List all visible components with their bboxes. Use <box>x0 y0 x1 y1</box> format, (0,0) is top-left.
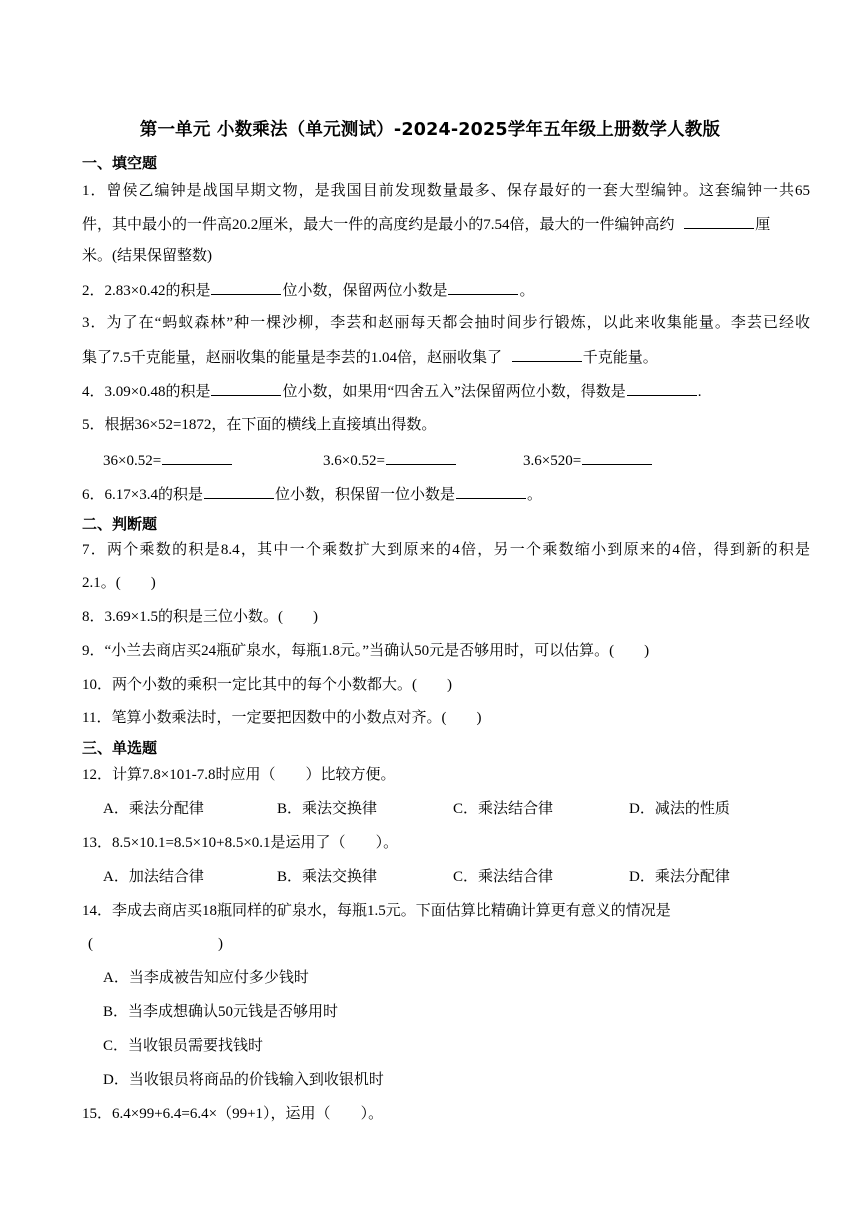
q12-option-b[interactable]: B．乘法交换律 <box>277 801 378 817</box>
question-7-close: ) <box>150 575 156 591</box>
q12-option-a[interactable]: A．乘法分配律 <box>103 801 204 817</box>
section-heading-single-choice: 三、单选题 <box>82 739 158 757</box>
question-8 <box>82 607 810 627</box>
answer-blank-q6-2[interactable] <box>456 484 526 499</box>
question-4-text-b: 位小数，如果用“四舍五入”法保留两位小数，得数是 <box>282 384 626 400</box>
answer-blank-q2-1[interactable] <box>211 280 281 295</box>
question-3-unit: 千克能量。 <box>582 350 658 366</box>
question-1-line-2 <box>82 214 810 235</box>
answer-blank-q1[interactable] <box>684 214 754 229</box>
section-heading-fill-blank: 一、填空题 <box>82 154 158 172</box>
answer-blank-q3[interactable] <box>512 347 582 362</box>
question-13 <box>82 833 810 853</box>
question-6-text-b: 位小数，积保留一位小数是 <box>274 487 455 503</box>
question-2-text-c: 。 <box>519 283 535 299</box>
question-5-expr-1 <box>103 450 233 471</box>
question-14-line-1: 14．李成去商店买18瓶同样的矿泉水，每瓶1.5元。下面估算比精确计算更有意义的情况是 <box>82 903 671 919</box>
question-8-close: ) <box>312 609 318 625</box>
question-5-expr-2 <box>323 450 457 471</box>
answer-blank-q5-2[interactable] <box>386 450 456 465</box>
question-1-line-3: 米。(结果保留整数) <box>82 248 212 264</box>
q14-option-a[interactable]: A．当李成被告知应付多少钱时 <box>103 970 309 986</box>
question-4-text-a: 4．3.09×0.48的积是 <box>82 384 211 400</box>
q14-option-d[interactable]: D．当收银员将商品的价钱输入到收银机时 <box>103 1072 384 1088</box>
question-9-close: ) <box>644 643 650 659</box>
q12-option-c[interactable]: C．乘法结合律 <box>453 801 554 817</box>
question-13-text: 13．8.5×10.1=8.5×10+8.5×0.1是运用了（ <box>82 835 346 851</box>
question-5-expr-3 <box>523 450 653 471</box>
q13-option-b[interactable]: B．乘法交换律 <box>277 869 378 885</box>
question-1-line-1: 1．曾侯乙编钟是战国早期文物，是我国目前发现数量最多、保存最好的一套大型编钟。这套编钟一共65 <box>82 183 810 199</box>
question-2-text-a: 2．2.83×0.42的积是 <box>82 283 211 299</box>
expr-3-label: 3.6×520= <box>523 453 582 469</box>
answer-blank-q5-1[interactable] <box>162 450 232 465</box>
answer-blank-q2-2[interactable] <box>448 280 518 295</box>
question-6 <box>82 484 810 505</box>
question-15-close: ）。 <box>360 1106 384 1122</box>
question-8-text: 8．3.69×1.5的积是三位小数。( <box>82 609 283 625</box>
question-10 <box>82 675 810 695</box>
question-2-text-b: 位小数，保留两位小数是 <box>282 283 448 299</box>
question-11-text: 11．笔算小数乘法时，一定要把因数中的小数点对齐。( <box>82 710 447 726</box>
question-14-line-2 <box>88 934 816 954</box>
question-7-line-2 <box>82 573 810 593</box>
question-12-close: ）比较方便。 <box>305 767 396 783</box>
expr-2-label: 3.6×0.52= <box>323 453 385 469</box>
question-7-text: 2.1。( <box>82 575 121 591</box>
question-5-text: 5．根据36×52=1872，在下面的横线上直接填出得数。 <box>82 417 437 433</box>
q13-option-d[interactable]: D．乘法分配律 <box>629 869 730 885</box>
question-10-text: 10．两个小数的乘积一定比其中的每个小数都大。( <box>82 677 417 693</box>
question-14-open: ( <box>88 936 93 952</box>
question-9 <box>82 641 810 661</box>
question-4 <box>82 381 810 402</box>
question-11 <box>82 708 810 728</box>
question-6-text-c: 。 <box>526 487 542 503</box>
question-13-close: ）。 <box>375 835 399 851</box>
q13-option-a[interactable]: A．加法结合律 <box>103 869 204 885</box>
question-1-unit: 厘 <box>755 217 771 233</box>
answer-blank-q4-1[interactable] <box>211 381 281 396</box>
q14-option-c[interactable]: C．当收银员需要找钱时 <box>103 1038 264 1054</box>
question-12 <box>82 765 810 785</box>
question-14-close: ) <box>218 936 223 952</box>
section-heading-true-false: 二、判断题 <box>82 515 158 533</box>
question-11-close: ) <box>476 710 482 726</box>
question-10-close: ) <box>447 677 452 693</box>
question-2 <box>82 280 810 301</box>
question-3-text: 集了7.5千克能量，赵丽收集的能量是李芸的1.04倍，赵丽收集了 <box>82 350 503 366</box>
answer-blank-q5-3[interactable] <box>582 450 652 465</box>
question-3-line-2 <box>82 347 810 368</box>
question-1-text: 件，其中最小的一件高20.2厘米，最大一件的高度约是最小的7.54倍，最大的一件编钟高约 <box>82 217 675 233</box>
question-9-text: 9．“小兰去商店买24瓶矿泉水，每瓶1.8元。”当确认50元是否够用时，可以估算。( <box>82 643 615 659</box>
q14-option-b[interactable]: B．当李成想确认50元钱是否够用时 <box>103 1004 339 1020</box>
q12-option-d[interactable]: D．减法的性质 <box>629 801 730 817</box>
question-15-text: 15．6.4×99+6.4=6.4×（99+1），运用（ <box>82 1106 331 1122</box>
q13-option-c[interactable]: C．乘法结合律 <box>453 869 554 885</box>
question-4-text-c: . <box>697 384 702 400</box>
question-12-text: 12．计算7.8×101-7.8时应用（ <box>82 767 276 783</box>
answer-blank-q4-2[interactable] <box>627 381 697 396</box>
question-7-line-1: 7．两个乘数的积是8.4，其中一个乘数扩大到原来的4倍，另一个乘数缩小到原来的4倍，得到新的积是 <box>82 542 810 558</box>
page-title: 第一单元 小数乘法（单元测试）-2024-2025学年五年级上册数学人教版 <box>139 120 721 140</box>
question-3-line-1: 3．为了在“蚂蚁森林”种一棵沙柳，李芸和赵丽每天都会抽时间步行锻炼，以此来收集能量。李芸已经收 <box>82 315 810 331</box>
question-15 <box>82 1104 810 1124</box>
expr-1-label: 36×0.52= <box>103 453 162 469</box>
question-6-text-a: 6．6.17×3.4的积是 <box>82 487 203 503</box>
answer-blank-q6-1[interactable] <box>204 484 274 499</box>
